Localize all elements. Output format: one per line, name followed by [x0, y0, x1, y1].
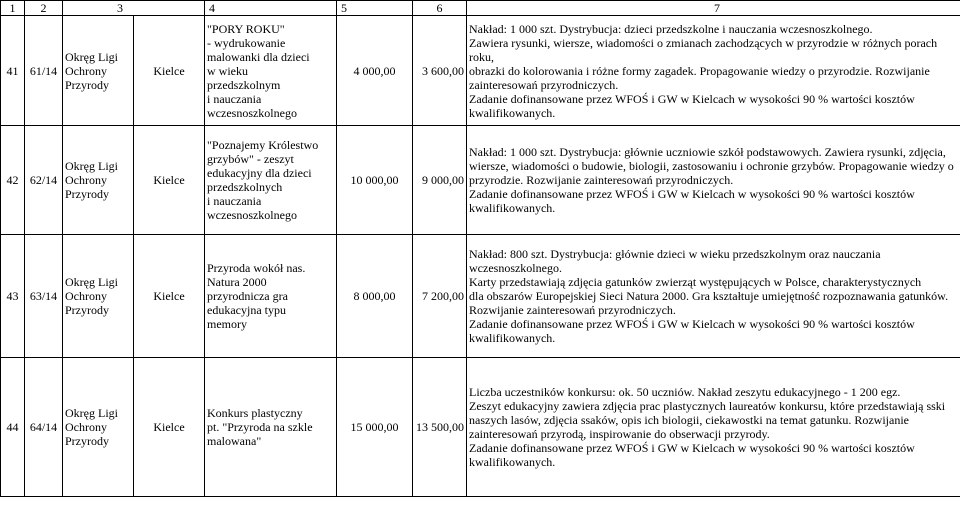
- row-number: 42: [1, 126, 25, 235]
- header-row: [1, 1, 960, 16]
- registration-number: 61/14: [25, 16, 63, 126]
- total-cost: 15 000,00: [337, 358, 413, 497]
- row-number: 43: [1, 235, 25, 358]
- organization-text: Okręg Ligi Ochrony Przyrody: [65, 406, 118, 448]
- organization: [63, 126, 134, 235]
- organization: [63, 235, 134, 358]
- organization: [63, 16, 134, 126]
- total-cost: 8 000,00: [337, 235, 413, 358]
- registration-number: 64/14: [25, 358, 63, 497]
- table-row: [1, 235, 960, 358]
- table-row: [1, 358, 960, 497]
- grant-amount: 13 500,00: [413, 358, 467, 497]
- row-number: 41: [1, 16, 25, 126]
- header-cell-1: 1: [1, 1, 25, 16]
- task-description: Nakład: 1 000 szt. Dystrybucja: głównie uczniowie szkół podstawowych. Zawiera rysunki, zdjęcia, wiersze, wiadomości o budowie, biologii, zastosowaniu i ochronie grzybów. Propagowanie wiedzy o przyrodzie. Rozwijanie zainteresowań przyrodniczych. Zadanie dofinansowane przez WFOŚ i GW w Kielcach w wysokości 90 % wartości kosztów kwalifikowanych.: [467, 126, 960, 235]
- row-number: 44: [1, 358, 25, 497]
- table-row: [1, 16, 960, 126]
- task-description: Nakład: 800 szt. Dystrybucja: głównie dzieci w wieku przedszkolnym oraz nauczania wczesnoszkolnego. Karty przedstawiają zdjęcia gatunków zwierząt występujących w Polsce, charakterystycznych dla obszarów Europejskiej Sieci Natura 2000. Gra kształtuje umiejętność rozpoznawania gatunków. Rozwijanie zainteresowań przyrodniczych. Zadanie dofinansowane przez WFOŚ i GW w Kielcach w wysokości 90 % wartości kosztów kwalifikowanych.: [467, 235, 960, 358]
- header-cell-4: 4: [205, 1, 337, 16]
- total-cost: 4 000,00: [337, 16, 413, 126]
- organization: [63, 358, 134, 497]
- city: Kielce: [134, 358, 205, 497]
- city: Kielce: [134, 235, 205, 358]
- task-title: Przyroda wokół nas. Natura 2000 przyrodnicza gra edukacyjna typu memory: [205, 235, 337, 358]
- header-cell-6: 6: [413, 1, 467, 16]
- task-title: Konkurs plastyczny pt. "Przyroda na szkle malowana": [205, 358, 337, 497]
- organization-text: Okręg Ligi Ochrony Przyrody: [65, 275, 118, 317]
- grant-amount: 3 600,00: [413, 16, 467, 126]
- registration-number: 63/14: [25, 235, 63, 358]
- total-cost: 10 000,00: [337, 126, 413, 235]
- table-row: [1, 126, 960, 235]
- header-cell-3: 3: [63, 1, 205, 16]
- grant-amount: 9 000,00: [413, 126, 467, 235]
- organization-text: Okręg Ligi Ochrony Przyrody: [65, 49, 118, 92]
- header-cell-7: 7: [467, 1, 960, 16]
- grant-amount: 7 200,00: [413, 235, 467, 358]
- task-description: Liczba uczestników konkursu: ok. 50 uczniów. Nakład zeszytu edukacyjnego - 1 200 egz. Zeszyt edukacyjny zawiera zdjęcia prac plastycznych laureatów konkursu, które przedstawiają sski naszych lasów, zdjęcia ssaków, opis ich biologii, ciekawostki na temat gatunku. Rozwijanie zainteresowań przyrodą, inspirowanie do obserwacji przyrody. Zadanie dofinansowane przez WFOŚ i GW w Kielcach w wysokości 90 % wartości kosztów kwalifikowanych.: [467, 358, 960, 497]
- city: Kielce: [134, 16, 205, 126]
- task-title: "PORY ROKU" - wydrukowanie malowanki dla dzieci w wieku przedszkolnym i nauczania wczesnoszkolnego: [205, 16, 337, 126]
- task-description: Nakład: 1 000 szt. Dystrybucja: dzieci przedszkolne i nauczania wczesnoszkolnego. Zawiera rysunki, wiersze, wiadomości o zmianach zachodzących w przyrodzie w różnych porach roku, obrazki do kolorowania i różne formy zagadek. Propagowanie wiedzy o przyrodzie. Rozwijanie zainteresowań przyrodniczych. Zadanie dofinansowane przez WFOŚ i GW w Kielcach w wysokości 90 % wartości kosztów kwalifikowanych.: [467, 16, 960, 126]
- city: Kielce: [134, 126, 205, 235]
- organization-text: Okręg Ligi Ochrony Przyrody: [65, 159, 118, 201]
- header-cell-2: 2: [25, 1, 63, 16]
- registration-number: 62/14: [25, 126, 63, 235]
- task-title: "Poznajemy Królestwo grzybów" - zeszyt edukacyjny dla dzieci przedszkolnych i nauczania wczesnoszkolnego: [205, 126, 337, 235]
- header-cell-5: 5: [337, 1, 413, 16]
